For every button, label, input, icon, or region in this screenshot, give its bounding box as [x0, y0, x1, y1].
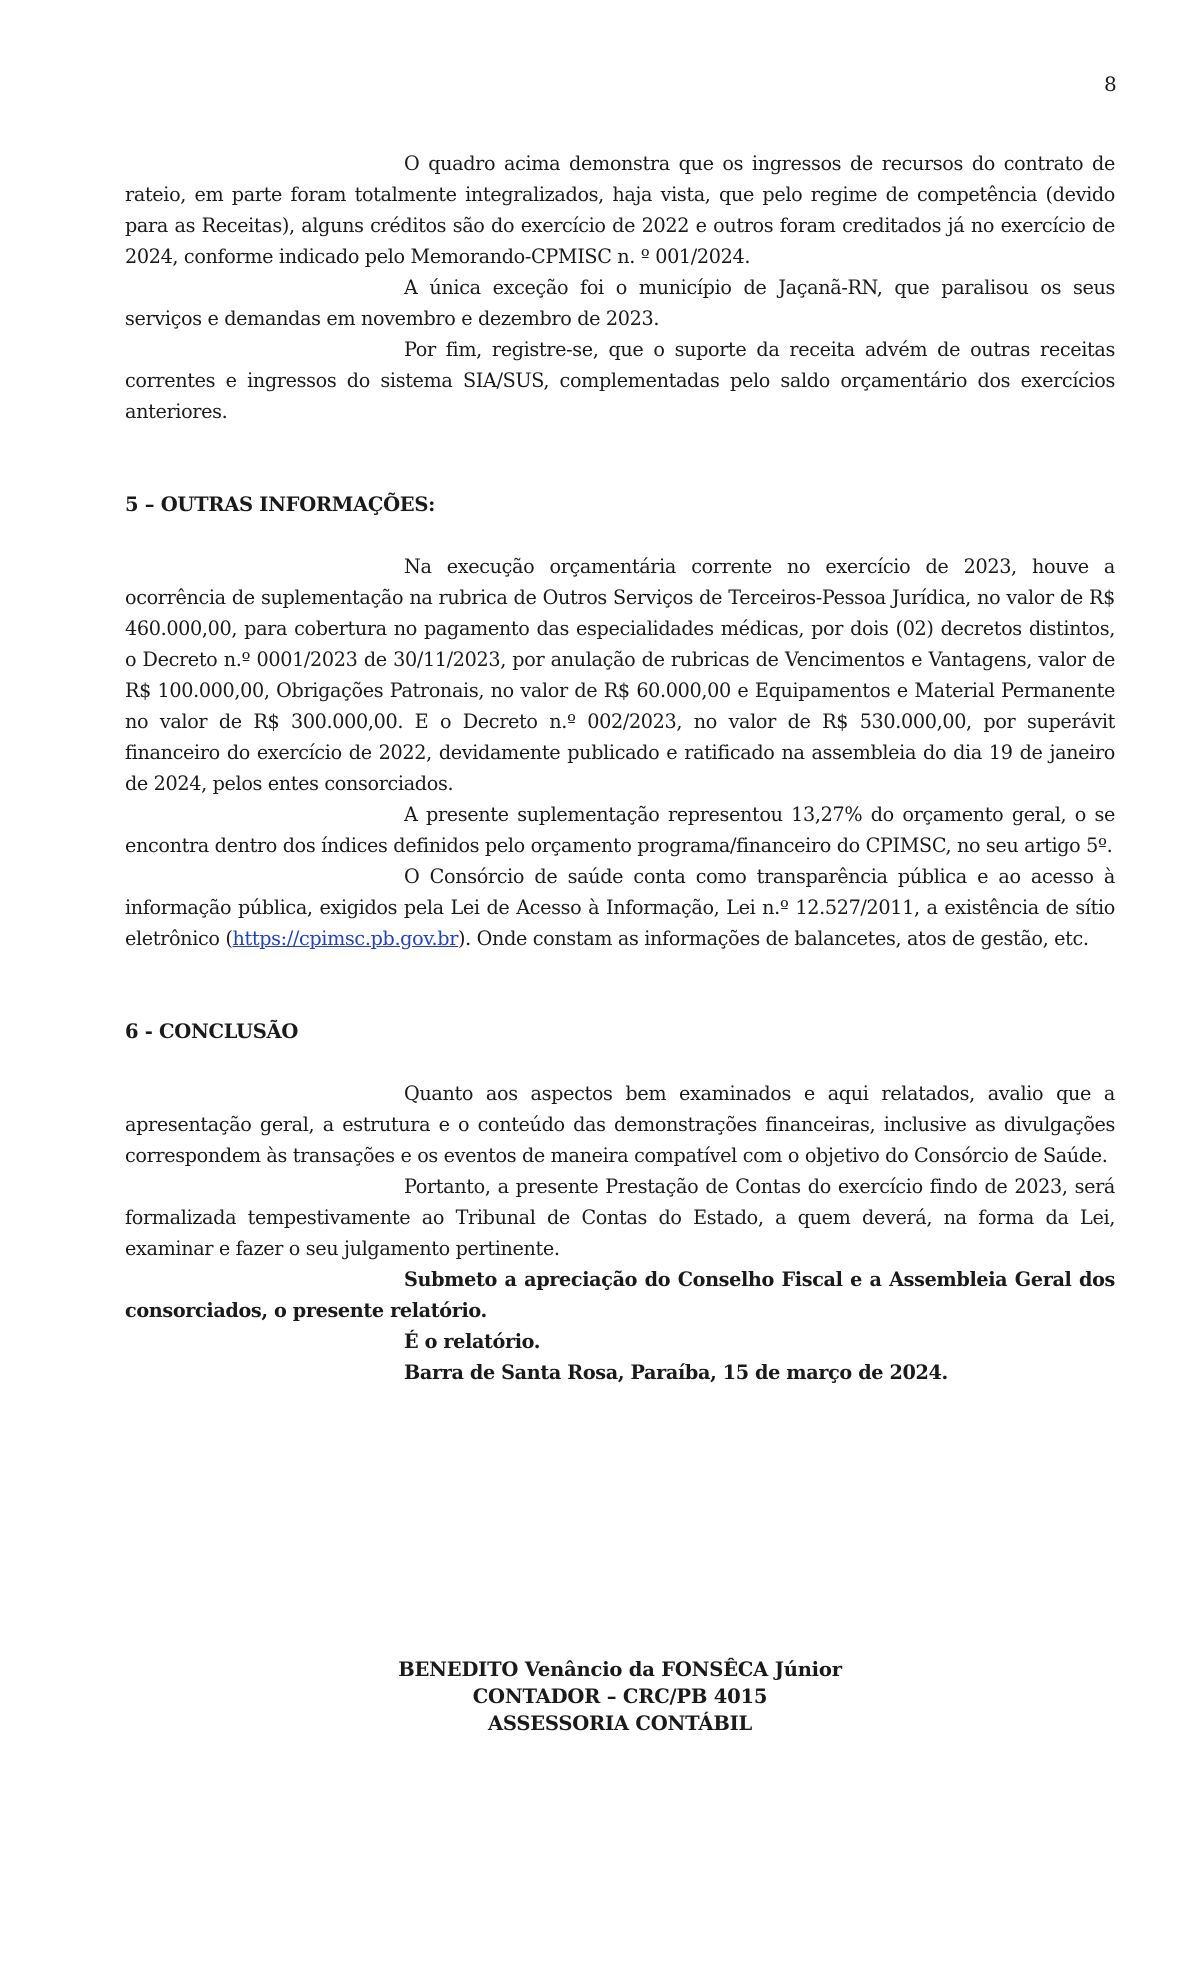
section-5-title: 5 – OUTRAS INFORMAÇÕES: — [125, 493, 436, 516]
page-number: 8 — [1104, 72, 1117, 96]
section-6-submission-statement: Submeto a apreciação do Conselho Fiscal e a Assembleia Geral dos consorciados, o presente relatório. — [125, 1268, 1115, 1322]
signatory-office: ASSESSORIA CONTÁBIL — [487, 1712, 753, 1735]
signature-block — [125, 1656, 1115, 1737]
website-link[interactable]: https://cpimsc.pb.gov.br — [232, 927, 459, 950]
section-5-paragraph-2: A presente suplementação representou 13,27% do orçamento geral, o se encontra dentro dos índices definidos pelo orçamento programa/financeiro do CPIMSC, no seu artigo 5º. — [125, 803, 1115, 857]
spacer — [125, 427, 1115, 489]
section-6-paragraph-2: Portanto, a presente Prestação de Contas do exercício findo de 2023, será formalizada tempestivamente ao Tribunal de Contas do Estado, a quem deverá, na forma da Lei, examinar e fazer o seu julgamento pertinente. — [125, 1175, 1115, 1260]
spacer — [125, 520, 1115, 551]
place-and-date: Barra de Santa Rosa, Paraíba, 15 de março de 2024. — [404, 1361, 948, 1384]
signatory-role: CONTADOR – CRC/PB 4015 — [472, 1685, 768, 1708]
section-5-paragraph-3-text-a: O Consórcio de saúde conta como transparência pública e ao acesso à informação pública, exigidos pela Lei de Acesso à Informação, Lei n.º 12.527/2011, a existência de sítio eletrônico ( — [125, 865, 1115, 950]
intro-paragraph-2: A única exceção foi o município de Jaçanã-RN, que paralisou os seus serviços e demandas em novembro e dezembro de 2023. — [125, 276, 1115, 330]
section-6-paragraph-1: Quanto aos aspectos bem examinados e aqui relatados, avalio que a apresentação geral, a estrutura e o conteúdo das demonstrações financeiras, inclusive as divulgações correspondem às transações e os eventos de maneira compatível com o objetivo do Consórcio de Saúde. — [125, 1082, 1115, 1167]
document-body — [125, 148, 1115, 1388]
signatory-name: BENEDITO Venâncio da FONSÊCA Júnior — [398, 1658, 842, 1681]
section-5-paragraph-3-text-b: ). Onde constam as informações de balancetes, atos de gestão, etc. — [458, 927, 1089, 950]
spacer — [125, 1047, 1115, 1078]
closing-statement: É o relatório. — [404, 1330, 541, 1353]
section-5-paragraph-1: Na execução orçamentária corrente no exercício de 2023, houve a ocorrência de suplementação na rubrica de Outros Serviços de Terceiros-Pessoa Jurídica, no valor de R$ 460.000,00, para cobertura no pagamento das especialidades médicas, por dois (02) decretos distintos, o Decreto n.º 0001/2023 de 30/11/2023, por anulação de rubricas de Vencimentos e Vantagens, valor de R$ 100.000,00, Obrigações Patronais, no valor de R$ 60.000,00 e Equipamentos e Material Permanente no valor de R$ 300.000,00. E o Decreto n.º 002/2023, no valor de R$ 530.000,00, por superávit financeiro do exercício de 2022, devidamente publicado e ratificado na assembleia do dia 19 de janeiro de 2024, pelos entes consorciados. — [125, 555, 1115, 795]
intro-paragraph-1: O quadro acima demonstra que os ingressos de recursos do contrato de rateio, em parte foram totalmente integralizados, haja vista, que pelo regime de competência (devido para as Receitas), alguns créditos são do exercício de 2022 e outros foram creditados já no exercício de 2024, conforme indicado pelo Memorando-CPMISC n. º 001/2024. — [125, 152, 1115, 268]
section-6-title: 6 - CONCLUSÃO — [125, 1020, 299, 1043]
spacer — [125, 954, 1115, 1016]
section-5-paragraph-3 — [125, 861, 1115, 954]
intro-paragraph-3: Por fim, registre-se, que o suporte da receita advém de outras receitas correntes e ingressos do sistema SIA/SUS, complementadas pelo saldo orçamentário dos exercícios anteriores. — [125, 338, 1115, 423]
